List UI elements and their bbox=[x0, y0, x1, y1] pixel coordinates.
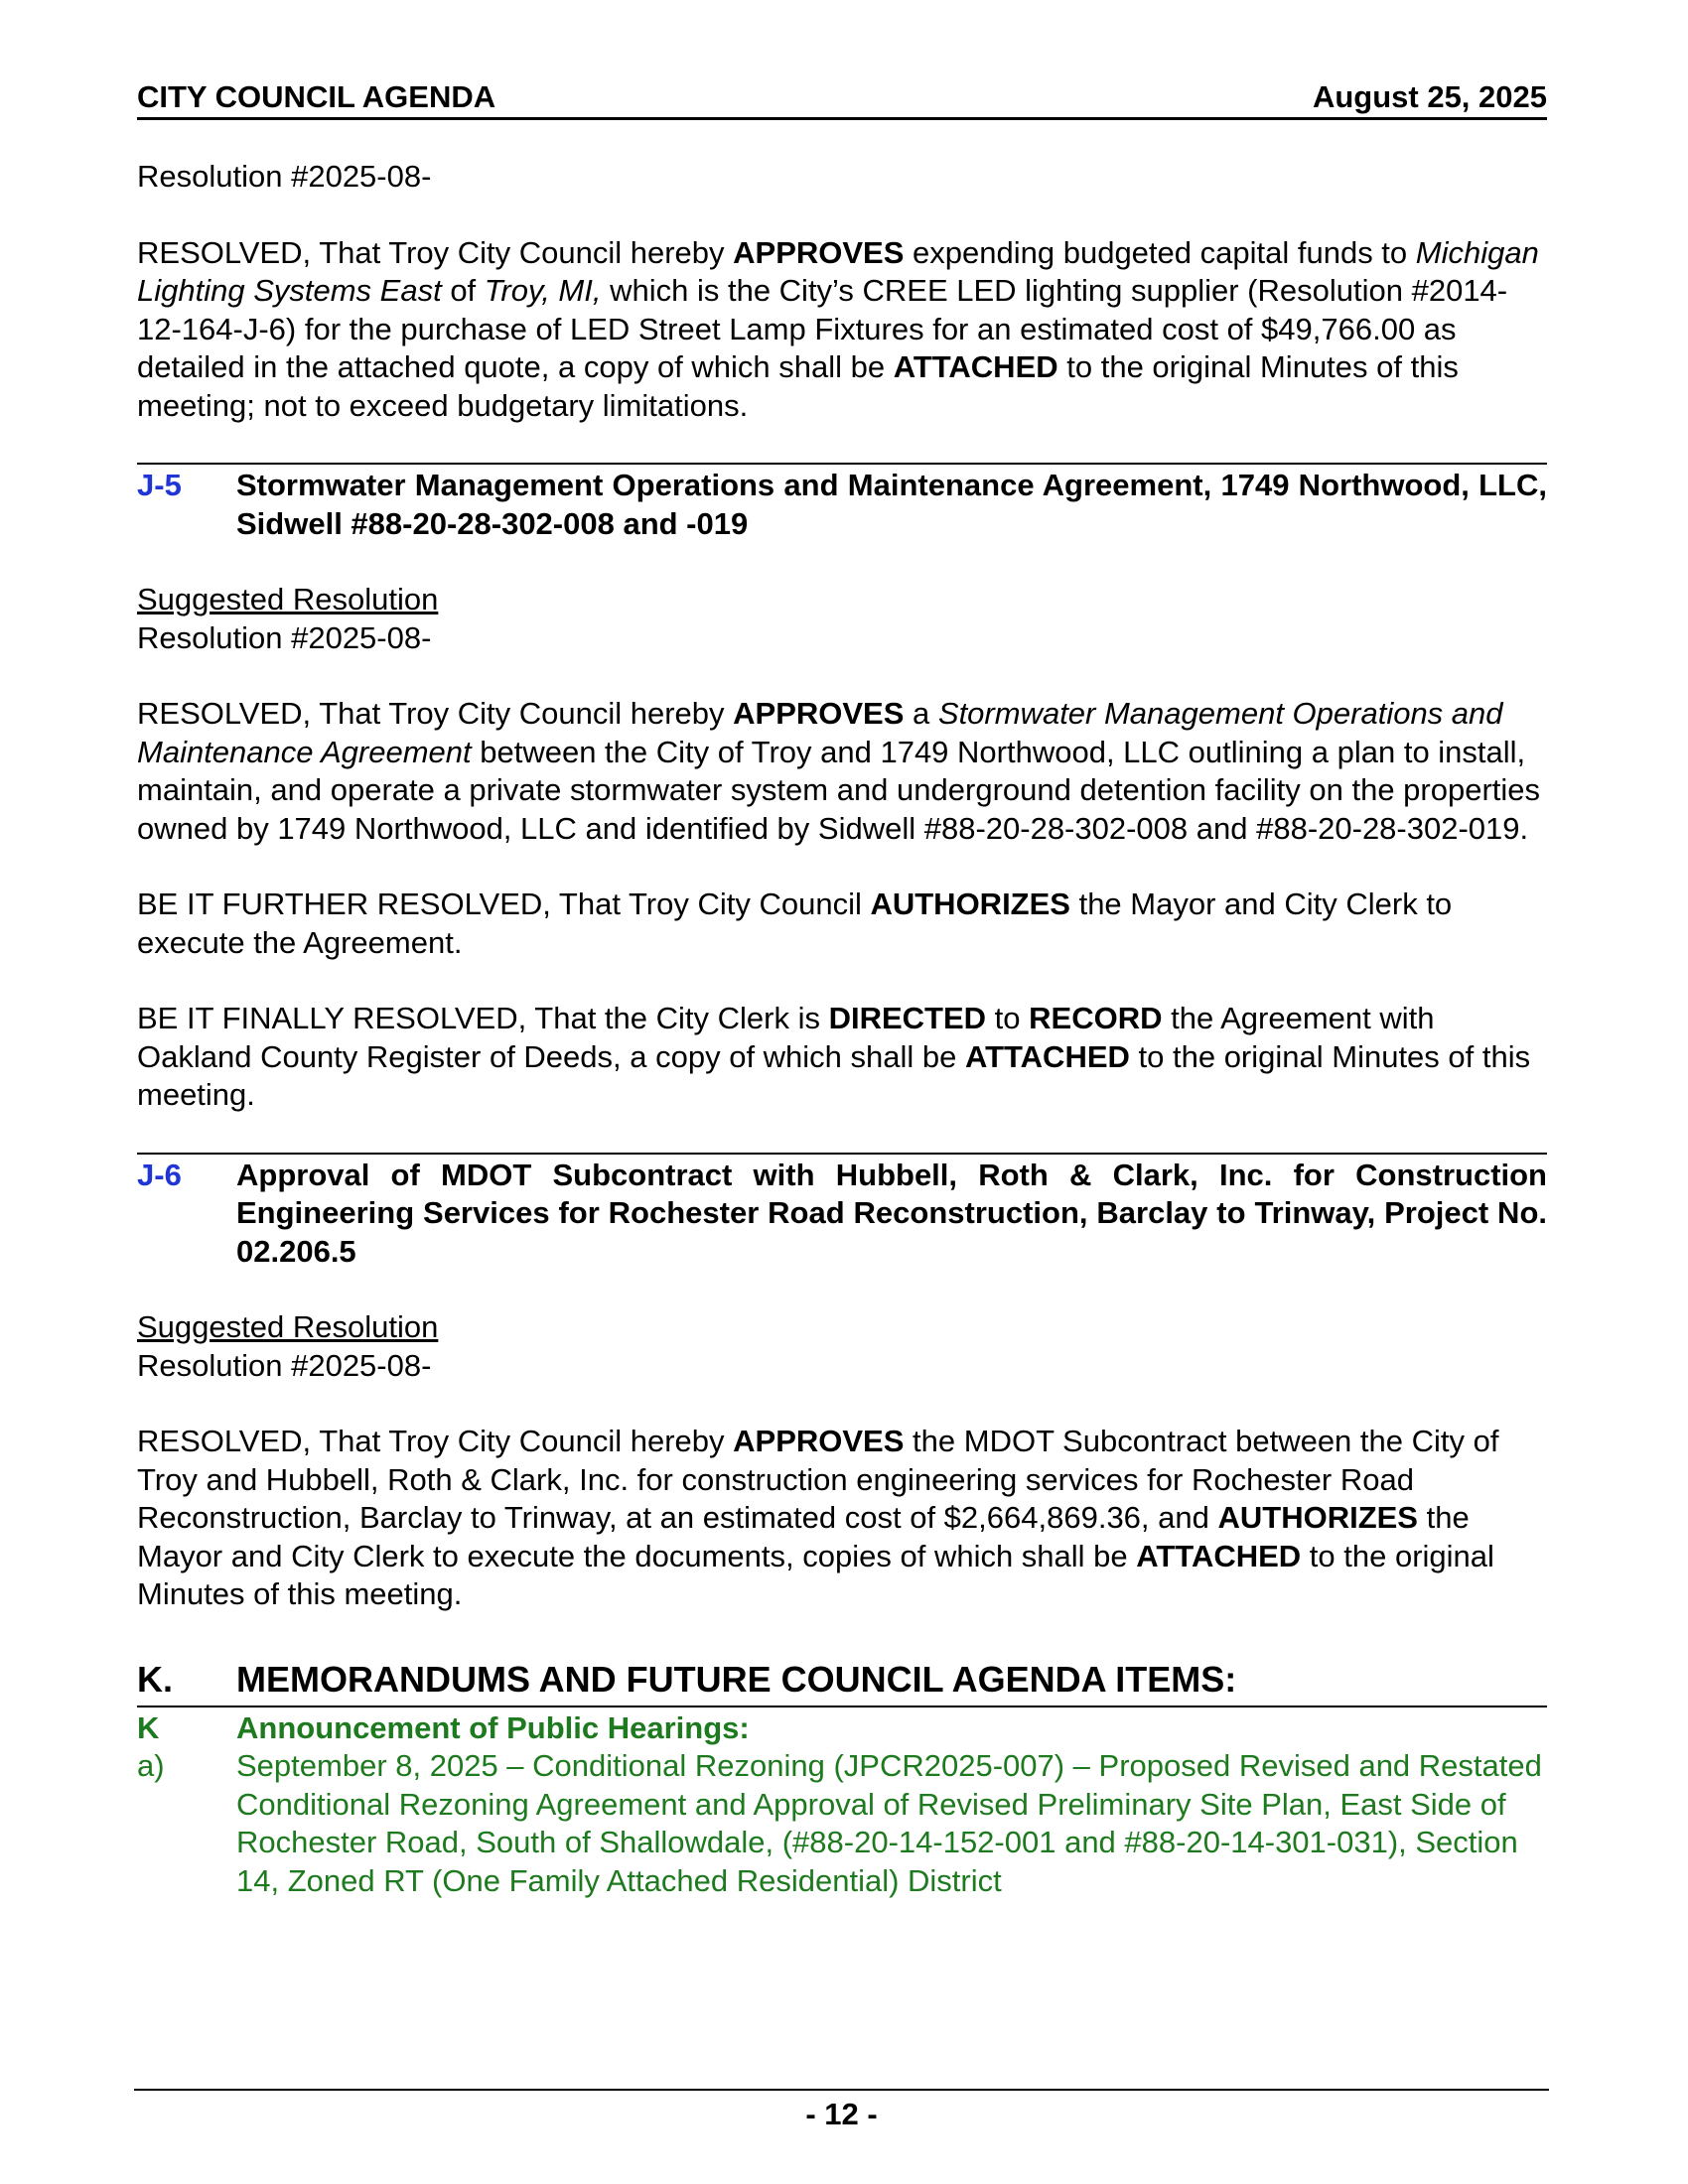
resolution-number: Resolution #2025-08- bbox=[137, 1347, 432, 1383]
page-number: - 12 - bbox=[805, 2097, 878, 2131]
agenda-item-j5 bbox=[137, 463, 1547, 543]
resolution-paragraph: BE IT FURTHER RESOLVED, That Troy City Council AUTHORIZES the Mayor and City Clerk to execute the Agreement. bbox=[137, 887, 1453, 960]
item-number: J-5 bbox=[137, 468, 182, 502]
section-k-heading bbox=[137, 1658, 1547, 1707]
suggested-resolution-label: Suggested Resolution bbox=[137, 582, 439, 616]
header-title: CITY COUNCIL AGENDA bbox=[137, 79, 496, 114]
agenda-item-j6 bbox=[137, 1153, 1547, 1272]
item-title: Stormwater Management Operations and Maintenance Agreement, 1749 Northwood, LLC, Sidwell #88-20-28-302-008 and -019 bbox=[236, 468, 1547, 541]
section-title: MEMORANDUMS AND FUTURE COUNCIL AGENDA ITEMS: bbox=[236, 1658, 1237, 1700]
header-date: August 25, 2025 bbox=[1312, 79, 1547, 114]
list-item-text: September 8, 2025 – Conditional Rezoning (JPCR2025-007) – Proposed Revised and Restated Conditional Rezoning Agreement and Approval of Revised Preliminary Site Plan, East Side of Rochester Road, South of Shallowdale, (#88-20-14-152-001 and #88-20-14-301-031), Section 14, Zoned RT (One Family Attached Residential) District bbox=[236, 1748, 1542, 1898]
item-number: J-6 bbox=[137, 1157, 182, 1192]
section-number: K. bbox=[137, 1658, 173, 1700]
page-header bbox=[137, 79, 1547, 120]
resolution-number: Resolution #2025-08- bbox=[137, 159, 432, 194]
resolution-paragraph: RESOLVED, That Troy City Council hereby APPROVES expending budgeted capital funds to Michigan Lighting Systems East of Troy, MI, which is the City’s CREE LED lighting supplier (Resolution #2014-12-164-J-6) for the purchase of LED Street Lamp Fixtures for an estimated cost of $49,766.00 as detailed in the attached quote, a copy of which shall be ATTACHED to the original Minutes of this meeting; not to exceed budgetary limitations. bbox=[137, 234, 1539, 423]
resolution-paragraph: BE IT FINALLY RESOLVED, That the City Clerk is DIRECTED to RECORD the Agreement with Oakland County Register of Deeds, a copy of which shall be ATTACHED to the original Minutes of this meeting. bbox=[137, 1001, 1531, 1112]
resolution-number: Resolution #2025-08- bbox=[137, 619, 432, 655]
item-title: Approval of MDOT Subcontract with Hubbell, Roth & Clark, Inc. for Construction Engineering Services for Rochester Road Reconstruction, Barclay to Trinway, Project No. 02.206.5 bbox=[236, 1157, 1547, 1269]
subsection-number: K bbox=[137, 1709, 160, 1745]
page-footer bbox=[134, 2089, 1549, 2132]
list-item-marker: a) bbox=[137, 1748, 165, 1783]
resolution-paragraph: RESOLVED, That Troy City Council hereby APPROVES the MDOT Subcontract between the City of Troy and Hubbell, Roth & Clark, Inc. for construction engineering services for Rochester Road Reconstruction, Barclay to Trinway, at an estimated cost of $2,664,869.36, and AUTHORIZES the Mayor and City Clerk to execute the documents, copies of which shall be ATTACHED to the original Minutes of this meeting. bbox=[137, 1424, 1499, 1611]
public-hearings-heading bbox=[137, 1709, 1547, 1748]
agenda-page bbox=[137, 79, 1547, 1900]
resolution-paragraph: RESOLVED, That Troy City Council hereby APPROVES a Stormwater Management Operations and Maintenance Agreement between the City of Troy and 1749 Northwood, LLC outlining a plan to install, maintain, and operate a private stormwater system and underground detention facility on the properties owned by 1749 Northwood, LLC and identified by Sidwell #88-20-28-302-008 and #88-20-28-302-019. bbox=[137, 696, 1541, 846]
suggested-resolution-label: Suggested Resolution bbox=[137, 1309, 439, 1344]
public-hearing-item bbox=[137, 1747, 1547, 1900]
subsection-title: Announcement of Public Hearings: bbox=[236, 1709, 750, 1745]
